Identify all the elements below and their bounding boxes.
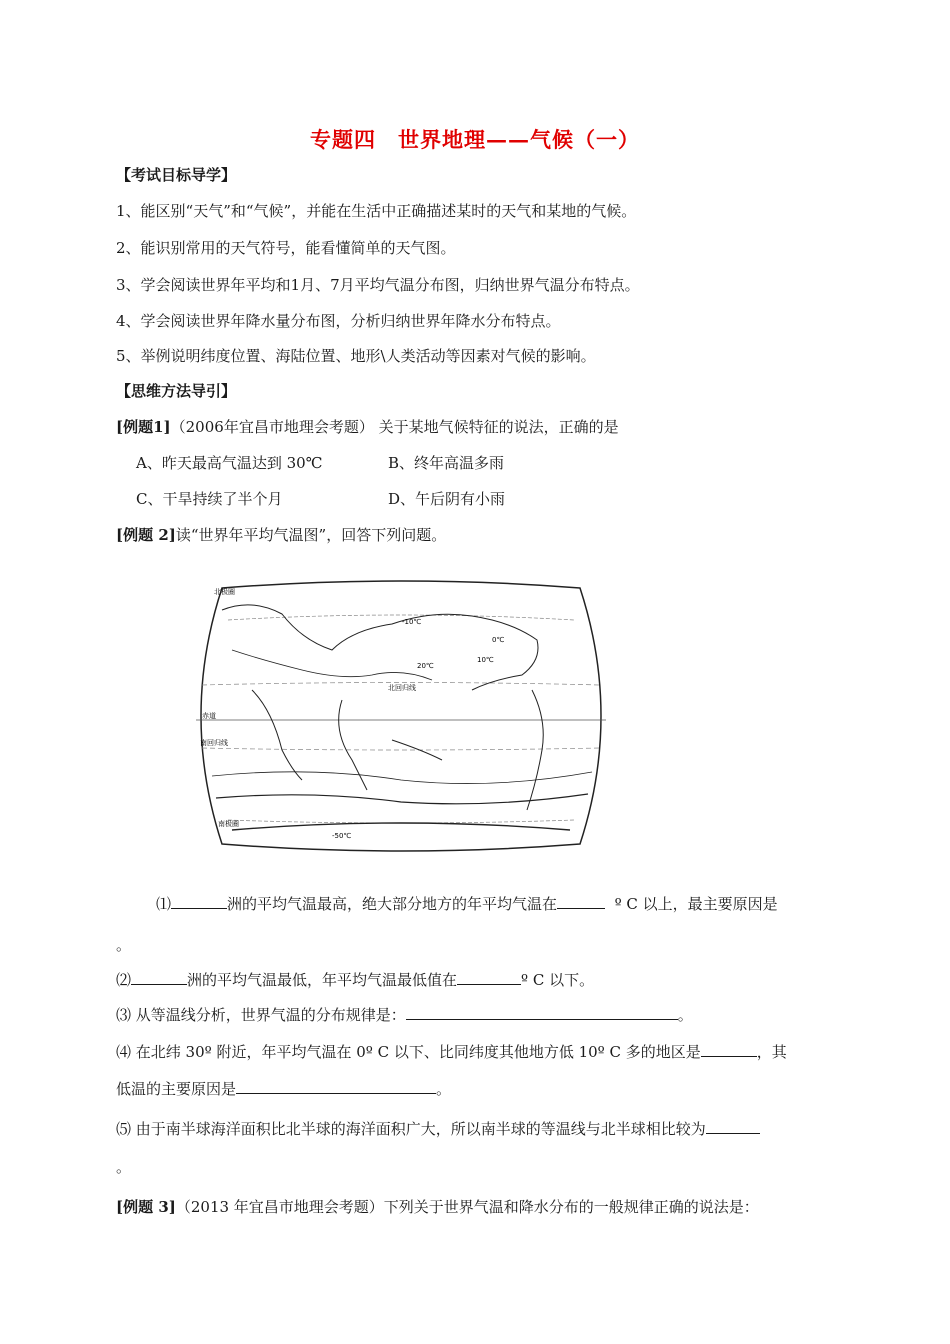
map-label-tropic-s: 南回归线: [200, 739, 228, 747]
q2-blank-continent[interactable]: [131, 968, 187, 985]
map-label-m10: -10℃: [402, 618, 422, 626]
example3-text: （2013 年宜昌市地理会考题）下列关于世界气温和降水分布的一般规律正确的说法是：: [175, 1198, 759, 1216]
page-title: 专题四 世界地理——气候（一）: [310, 127, 640, 152]
map-label-arctic: 北极圈: [214, 588, 235, 596]
example2-text: 读“世界年平均气温图”，回答下列问题。: [175, 526, 447, 544]
question-2: [116, 968, 594, 990]
q2-blank-temp[interactable]: [457, 968, 521, 985]
example1-text: （2006年宜昌市地理会考题） 关于某地气候特征的说法，正确的是: [170, 418, 619, 436]
example1-option-d: D、午后阴有小雨: [388, 490, 506, 508]
q4-text: ⑷ 在北纬 30º 附近，年平均气温在 0º C 以下、比同纬度其他地方低 10º C 多的地区是: [116, 1043, 701, 1061]
q1-text-2: º C 以上，最主要原因是: [614, 895, 778, 913]
example1-label: [例题1]: [116, 418, 171, 436]
q1-text: 洲的平均气温最高，绝大部分地方的年平均气温在: [227, 895, 558, 913]
example3-question: [116, 1196, 759, 1217]
q4-blank-region[interactable]: [701, 1040, 757, 1057]
q1-end: 。: [116, 936, 132, 954]
q5-blank[interactable]: [706, 1117, 760, 1134]
q2-number: ⑵: [116, 971, 132, 989]
map-label-equator: 赤道: [202, 712, 216, 720]
q2-text-2: º C 以下。: [521, 971, 595, 989]
section-heading-goals: 【考试目标导学】: [116, 166, 237, 184]
example3-label: [例题 3]: [116, 1198, 176, 1216]
map-label-20: 20℃: [417, 662, 434, 670]
map-label-antarctic: 南极圈: [218, 820, 239, 828]
map-label-0: 0℃: [492, 636, 505, 644]
question-5: [116, 1117, 760, 1139]
goal-item-5: 5、举例说明纬度位置、海陆位置、地形\人类活动等因素对气候的影响。: [116, 347, 596, 365]
example2-label: [例题 2]: [116, 526, 176, 544]
question-4-cont: [116, 1077, 451, 1099]
example1-option-b: B、终年高温多雨: [388, 454, 505, 472]
q4-text-3: 低温的主要原因是: [116, 1080, 237, 1098]
section-heading-methods: 【思维方法导引】: [116, 382, 237, 400]
goal-item-4: 4、学会阅读世界年降水量分布图，分析归纳世界年降水分布特点。: [116, 312, 561, 330]
q4-end: 。: [436, 1080, 452, 1098]
q4-blank-reason[interactable]: [236, 1077, 436, 1094]
question-3: [116, 1003, 693, 1025]
q1-blank-temp[interactable]: [557, 892, 605, 909]
example1-option-c: C、干旱持续了半个月: [136, 490, 283, 508]
map-label-tropic-n: 北回归线: [388, 684, 416, 692]
goal-item-2: 2、能识别常用的天气符号，能看懂简单的天气图。: [116, 239, 456, 257]
q3-blank[interactable]: [406, 1003, 678, 1020]
example1-option-a: A、昨天最高气温达到 30℃: [136, 454, 323, 472]
example1-question: [116, 416, 619, 437]
q5-end: 。: [116, 1158, 132, 1176]
goal-item-1: 1、能区别“天气”和“气候”，并能在生活中正确描述某时的天气和某地的气候。: [116, 202, 637, 220]
example2-question: [116, 524, 446, 545]
q3-end: 。: [677, 1006, 693, 1024]
q5-text: ⑸ 由于南半球海洋面积比北半球的海洋面积广大，所以南半球的等温线与北半球相比较为: [116, 1120, 706, 1138]
q4-text-2: ，其: [756, 1043, 787, 1061]
map-label-10: 10℃: [477, 656, 494, 664]
q1-number: ⑴: [156, 895, 172, 913]
question-4: [116, 1040, 787, 1062]
world-temperature-map: [192, 580, 610, 852]
q3-text: ⑶ 从等温线分析，世界气温的分布规律是：: [116, 1006, 406, 1024]
q1-blank-continent[interactable]: [171, 892, 227, 909]
q2-text: 洲的平均气温最低，年平均气温最低值在: [187, 971, 458, 989]
goal-item-3: 3、学会阅读世界年平均和1月、7月平均气温分布图，归纳世界气温分布特点。: [116, 276, 640, 294]
map-label-m50: -50℃: [332, 832, 352, 840]
question-1: [156, 892, 778, 914]
